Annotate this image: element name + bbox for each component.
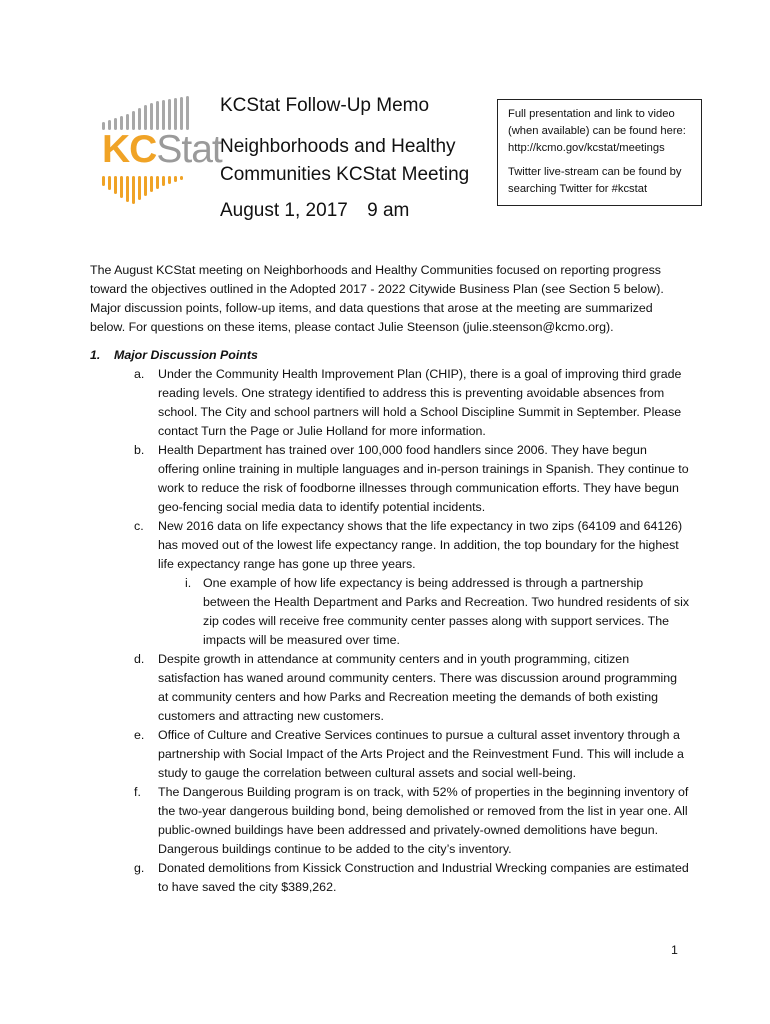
list-item-text: The Dangerous Building program is on track, with 52% of properties in the beginning inventory of the two-year dangerous building bond, being demolished or removed from the list in year one. All public-owned buildings have been addressed and privately-owned demolitions have begun. Dangerous buildings continue to be added to the city’s inventory. [158, 785, 689, 856]
discussion-list [90, 365, 690, 897]
list-item [90, 783, 690, 859]
list-item-text: Health Department has trained over 100,000 food handlers since 2006. They have begun offering online training in multiple languages and in-person trainings in Spanish. They continue to work to reduce the risk of foodborne illnesses through communication efforts. They have begun geo-fencing social media data to identify potential incidents. [158, 443, 689, 514]
list-marker: a. [134, 367, 145, 381]
list-item [90, 365, 690, 441]
memo-title: KCStat Follow-Up Memo [220, 95, 430, 116]
intro-paragraph: The August KCStat meeting on Neighborhoods and Healthy Communities focused on reporting progress toward the objectives outlined in the Adopted 2017 - 2022 Citywide Business Plan (see Section 5 below). Major discussion points, follow-up items, and data questions that arose at the meeting are summarized below. For questions on these items, please contact Julie Steenson (julie.steenson@kcmo.org). [90, 263, 664, 334]
list-item-text: New 2016 data on life expectancy shows that the life expectancy in two zips (64109 and 64126) has moved out of the lowest life expectancy range. In addition, the top boundary for the highest life expectancy range has gone up three years. [158, 519, 683, 571]
section-title: Major Discussion Points [114, 348, 258, 362]
list-marker: c. [134, 519, 144, 533]
list-item [90, 517, 690, 574]
section-number: 1. [90, 348, 101, 362]
list-marker: g. [134, 861, 145, 875]
meeting-date: August 1, 2017 [220, 200, 348, 221]
list-item [90, 726, 690, 783]
list-subitem [90, 574, 690, 650]
list-marker: f. [134, 785, 141, 799]
logo-kc-text: KC [102, 128, 157, 171]
list-marker: d. [134, 652, 145, 666]
list-item [90, 441, 690, 517]
list-item-text: Office of Culture and Creative Services continues to pursue a cultural asset inventory through a partnership with Social Impact of the Arts Project and the Reinvestment Fund. This will include a study to gauge the correlation between cultural assets and social well-being. [158, 728, 684, 780]
list-item-text: Donated demolitions from Kissick Construction and Industrial Wrecking companies are estimated to have saved the city $389,262. [158, 861, 689, 894]
list-item-text: Despite growth in attendance at community centers and in youth programming, citizen satisfaction has waned around community centers. There was discussion around programming at community centers and how Parks and Recreation meeting the demands of both existing customers and attracting new customers. [158, 652, 678, 723]
list-item [90, 859, 690, 897]
meeting-title: Neighborhoods and Healthy Communities KCStat Meeting [220, 136, 470, 185]
info-twitter: Twitter live-stream can be found by searching Twitter for #kcstat [508, 166, 682, 195]
list-marker: b. [134, 443, 145, 457]
meeting-date-time [220, 200, 409, 222]
list-marker: i. [185, 576, 192, 590]
section-heading [90, 346, 258, 365]
info-presentation-link: Full presentation and link to video (when available) can be found here: http://kcmo.gov/kcstat/meetings [508, 108, 686, 154]
logo-stat-text: Stat [156, 128, 222, 171]
list-item [90, 650, 690, 726]
list-marker: e. [134, 728, 145, 742]
list-item-text: One example of how life expectancy is being addressed is through a partnership between the Health Department and Parks and Recreation. Two hundred residents of six zip codes will receive free community center passes along with support services. The impacts will be measured over time. [203, 576, 690, 647]
list-item-text: Under the Community Health Improvement Plan (CHIP), there is a goal of improving third grade reading levels. One strategy identified to address this is preventing avoidable absences from school. The City and school partners will hold a School Discipline Summit in September. Please contact Turn the Page or Julie Holland for more information. [158, 367, 682, 438]
meeting-time: 9 am [367, 200, 410, 221]
info-box [497, 99, 702, 206]
page-number: 1 [671, 943, 678, 957]
logo-wordmark [102, 130, 222, 169]
